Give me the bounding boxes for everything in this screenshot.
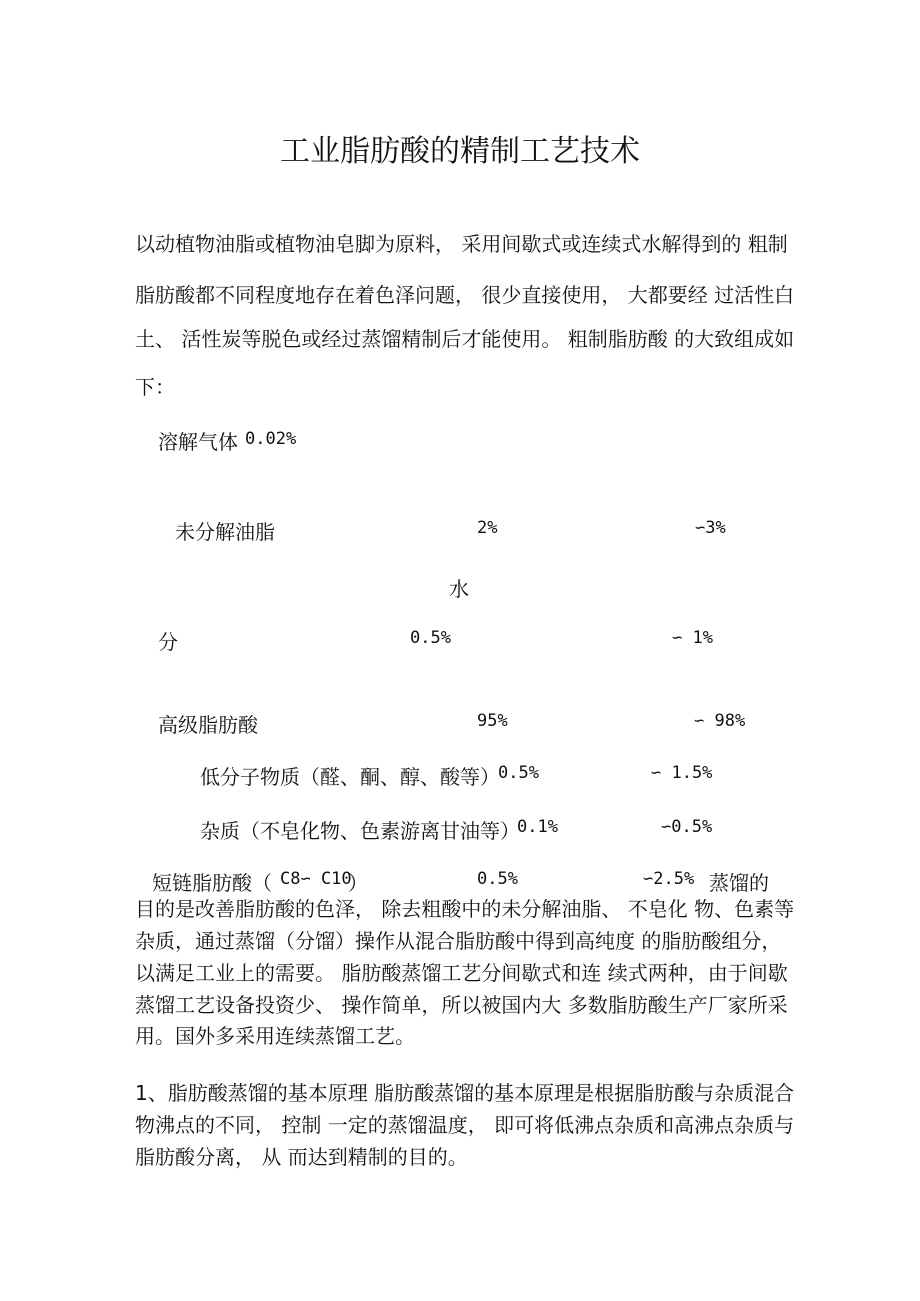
component-high: ∽3% [695,518,726,538]
intro-line: 土、 活性炭等脱色或经过蒸馏精制后才能使用。 粗制脂肪酸 的大致组成如 [135,327,795,351]
component-name: 分 [158,630,178,654]
section-line: 脂肪酸分离， 从 而达到精制的目的。 [135,1145,468,1169]
paragraph-line: 蒸馏工艺设备投资少、 操作简单，所以被国内大 多数脂肪酸生产厂家所采 [135,993,788,1017]
component-name: 水 [449,577,469,601]
paragraph-line: 用。国外多采用连续蒸馏工艺。 [135,1024,415,1048]
component-name: 未分解油脂 [175,520,275,544]
component-range: C8∽ C10 [280,869,352,889]
component-name: 高级脂肪酸 [158,713,258,737]
component-low: 0.5% [477,869,518,889]
component-low: 0.5% [498,763,539,783]
component-low: 0.5% [410,628,451,648]
component-low: 2% [477,518,498,538]
intro-line: 下： [135,375,175,399]
component-low: 0.1% [517,817,558,837]
component-bracket: ） [348,871,368,895]
component-high: ∽0.5% [661,817,713,837]
component-low: 95% [477,711,508,731]
component-name: 低分子物质（醛、酮、醇、酸等） [200,765,500,789]
section-line: 1、脂肪酸蒸馏的基本原理 脂肪酸蒸馏的基本原理是根据脂肪酸与杂质混合 [135,1081,795,1105]
section-line: 物沸点的不同， 控制 一定的蒸馏温度， 即可将低沸点杂质和高沸点杂质与 [135,1113,795,1137]
component-name: 短链脂肪酸（ [152,871,272,895]
paragraph-line: 以满足工业上的需要。 脂肪酸蒸馏工艺分间歇式和连 续式两种，由于间歇 [135,961,788,985]
paragraph-line: 目的是改善脂肪酸的色泽， 除去粗酸中的未分解油脂、 不皂化 物、色素等 [135,897,795,921]
page-title: 工业脂肪酸的精制工艺技术 [280,134,640,169]
line-tail: 蒸馏的 [709,871,769,895]
intro-line: 以动植物油脂或植物油皂脚为原料， 采用间歇式或连续式水解得到的 粗制 [135,232,788,256]
component-high: ∽ 1% [672,628,713,648]
component-name: 杂质（不皂化物、色素游离甘油等） [200,819,520,843]
component-high: ∽ 1.5% [651,763,713,783]
paragraph-line: 杂质，通过蒸馏（分馏）操作从混合脂肪酸中得到高纯度 的脂肪酸组分， [135,929,782,953]
component-name: 溶解气体 [158,430,238,454]
component-high: ∽ 98% [694,711,746,731]
component-value: 0.02% [245,429,297,449]
intro-line: 脂肪酸都不同程度地存在着色泽问题， 很少直接使用， 大都要经 过活性白 [135,283,795,307]
component-high: ∽2.5% [643,869,695,889]
